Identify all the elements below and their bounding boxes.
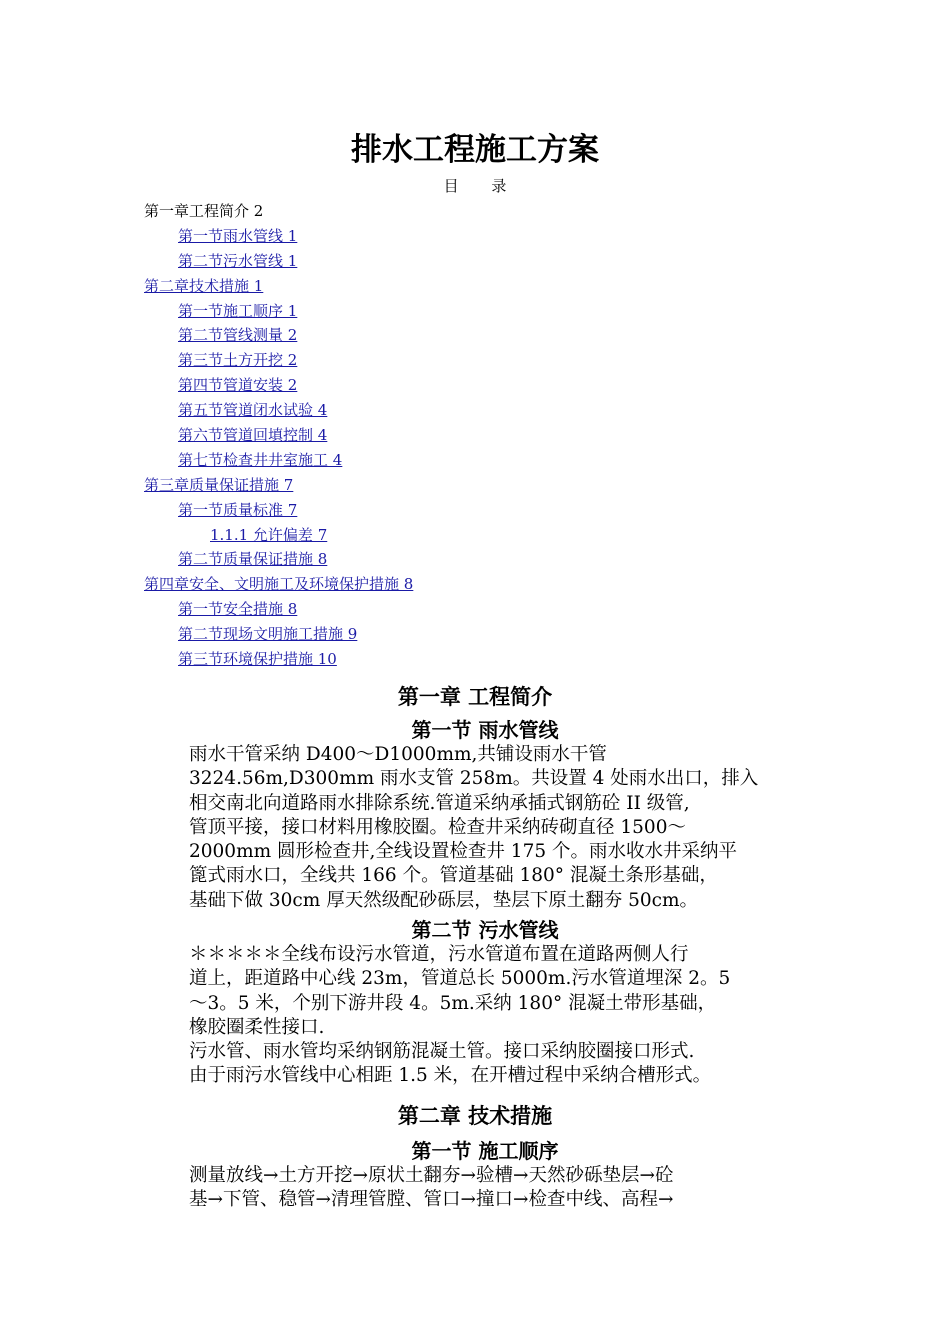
toc-entry[interactable]: 第三节土方开挖 2 (178, 351, 298, 370)
section-construction-sequence-body (189, 1164, 829, 1213)
toc-entry[interactable]: 第三节环境保护措施 10 (178, 650, 337, 669)
toc-entry[interactable]: 第二章技术措施 1 (144, 276, 264, 295)
toc-entry[interactable]: 第二节污水管线 1 (178, 251, 298, 270)
paragraph-line: ～3。5 米，个别下游井段 4。5m.采纳 180° 混凝土带形基础， (189, 992, 717, 1014)
paragraph-line: 2000mm 圆形检查井,全线设置检查井 175 个。雨水收水井采纳平 (189, 841, 738, 863)
toc-entry[interactable]: 1.1.1 允许偏差 7 (210, 525, 328, 544)
toc-entry[interactable]: 第二节质量保证措施 8 (178, 550, 328, 569)
paragraph-line: ＊＊＊＊＊全线布设污水管道，污水管道布置在道路两侧人行 (189, 944, 689, 965)
chapter-2-heading: 第二章 技术措施 (397, 1104, 553, 1128)
section-sewage-pipeline-body (189, 943, 829, 1089)
chapter-1-heading: 第一章 工程简介 (397, 685, 553, 709)
section-sewage-pipeline-heading: 第二节 污水管线 (411, 918, 559, 942)
paragraph-line: 管顶平接，接口材料用橡胶圈。检查井采纳砖砌直径 1500～ (189, 816, 686, 838)
document-title: 排水工程施工方案 (351, 132, 599, 168)
toc-entry[interactable]: 第五节管道闭水试验 4 (178, 401, 328, 420)
toc-entry[interactable]: 第七节检查井井室施工 4 (178, 450, 343, 469)
paragraph-line: 相交南北向道路雨水排除系统.管道采纳承插式钢筋砼 II 级管, (189, 792, 690, 814)
toc-entry[interactable]: 第一节质量标准 7 (178, 500, 298, 519)
section-construction-sequence-heading: 第一节 施工顺序 (411, 1139, 559, 1163)
section-rain-pipeline-body (189, 743, 829, 913)
toc-entry[interactable]: 第三章质量保证措施 7 (144, 475, 294, 494)
paragraph-line: 雨水干管采纳 D400～D1000mm,共铺设雨水干管 (189, 744, 607, 765)
toc-entry[interactable]: 第一节施工顺序 1 (178, 301, 298, 320)
toc-heading: 目 录 (443, 177, 521, 195)
paragraph-line: 橡胶圈柔性接口. (189, 1016, 325, 1038)
toc-entry[interactable]: 第二节管线测量 2 (178, 326, 298, 345)
paragraph-line: 基→下管、稳管→清理管膛、管口→撞口→检查中线、高程→ (189, 1189, 674, 1211)
section-rain-pipeline-heading: 第一节 雨水管线 (411, 718, 559, 742)
toc-entry: 第一章工程简介 2 (144, 202, 264, 220)
paragraph-line: 测量放线→土方开挖→原状土翻夯→验槽→天然砂砾垫层→砼 (189, 1165, 674, 1186)
paragraph-line: 污水管、雨水管均采纳钢筋混凝土管。接口采纳胶圈接口形式. (189, 1041, 695, 1063)
toc-entry[interactable]: 第一节安全措施 8 (178, 600, 298, 619)
toc-entry[interactable]: 第四章安全、文明施工及环境保护措施 8 (144, 575, 414, 594)
paragraph-line: 基础下做 30cm 厚天然级配砂砾层，垫层下原土翻夯 50cm。 (189, 889, 699, 911)
toc-entry[interactable]: 第一节雨水管线 1 (178, 226, 298, 245)
table-of-contents (144, 199, 744, 672)
toc-entry[interactable]: 第二节现场文明施工措施 9 (178, 625, 358, 644)
paragraph-line: 道上，距道路中心线 23m，管道总长 5000m.污水管道埋深 2。5 (189, 968, 731, 990)
paragraph-line: 由于雨污水管线中心相距 1.5 米，在开槽过程中采纳合槽形式。 (189, 1065, 712, 1087)
paragraph-line: 篦式雨水口，全线共 166 个。管道基础 180° 混凝土条形基础， (189, 865, 718, 887)
toc-entry[interactable]: 第四节管道安装 2 (178, 376, 298, 395)
toc-entry[interactable]: 第六节管道回填控制 4 (178, 426, 328, 445)
paragraph-line: 3224.56m,D300mm 雨水支管 258m。共设置 4 处雨水出口，排入 (189, 768, 759, 790)
